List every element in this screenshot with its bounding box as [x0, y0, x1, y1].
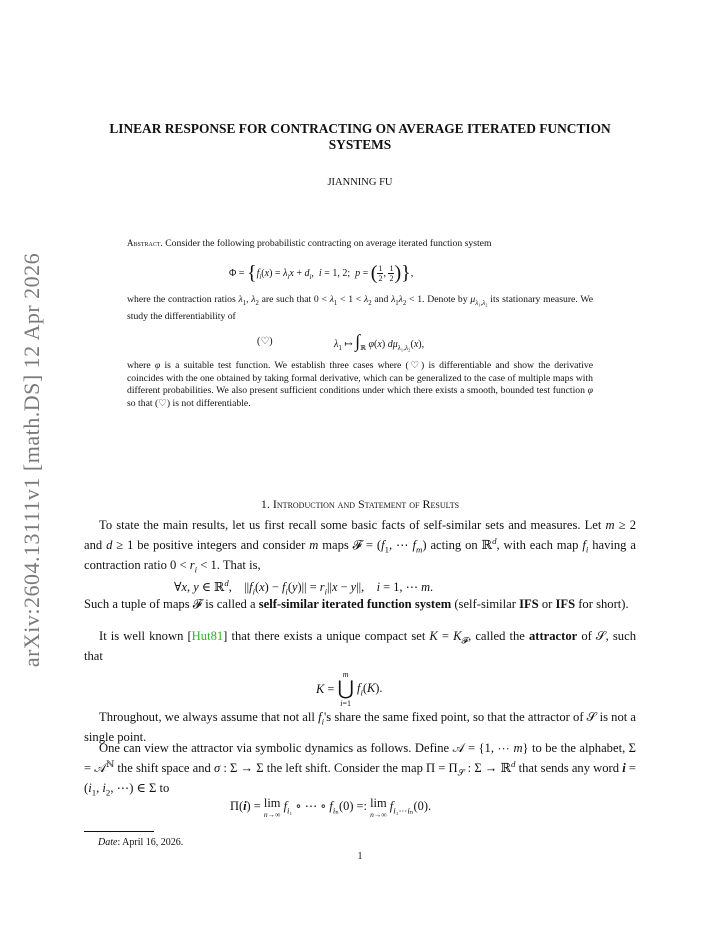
body-equation-projection: Π(i) = lim n→∞ $f_{i_1}$ ∘ ⋯ ∘ $f_{i_n}(0)$ =: lim n→∞ $f_{i_1\cdots i_n}(0)$.	[230, 796, 432, 819]
paper-author: JIANNING FU	[327, 177, 393, 188]
footnote-rule	[84, 831, 154, 832]
abstract-intro: Abstract. Consider the following probabilistic contracting on average iterated function system	[127, 238, 492, 249]
body-equation-attractor: K = m ⋃ i=1 $f_i(K)$.	[316, 670, 383, 708]
arxiv-sidebar	[14, 240, 50, 680]
body-equation-contraction: ∀x, y ∈ ℝ$^d$, $||f_i(x) - f_i(y)|| = r_i||x - y||$, i = 1, ⋯ m.	[174, 578, 434, 597]
body-paragraph-attractor: It is well known [Hut81] that there exists a unique compact set $K = K_𝓕$, called the attractor of 𝒮, such that	[84, 629, 636, 664]
abstract-label: Abstract.	[127, 238, 163, 248]
page-number: 1	[357, 851, 363, 862]
abstract-equation-differentiability: $\lambda_1$ ↦ $\int_ℝ$ φ(x) $d\mu_{\lambda_1,\lambda_2}(x)$,	[334, 331, 425, 352]
abstract-results-paragraph: where φ is a suitable test function. We establish three cases where (♡) is differentiable and show the derivative coincides with the one obtained by taking formal derivative, which can be generalized to the case of multiple maps with different probabilities. We also present sufficient conditions under which there exists a smooth, bounded test function φ so that (♡) is not differentiable.	[127, 360, 594, 409]
abstract-equation-tag: (♡)	[257, 336, 273, 347]
section-heading: 1. Introduction and Statement of Results	[260, 497, 460, 511]
footnote-date: Date: April 16, 2026.	[98, 837, 184, 848]
abstract-ratios-paragraph: where the contraction ratios $\lambda_1$, $\lambda_2$ are such that $0 < \lambda_1 < 1 < \lambda_2$ and $\lambda_1\lambda_2 < 1$. Denote by $\mu_{\lambda_1,\lambda_2}$ its stationary measure. We study the differentiability of	[127, 294, 593, 322]
body-paragraph-fixed-point: Throughout, we always assume that not all $f_i's$ share the same fixed point, so that the attractor of 𝒮 is not a single point.	[84, 710, 637, 745]
arxiv-identifier: arXiv:2604.13111v1 [math.DS] 12 Apr 2026	[19, 252, 44, 668]
body-paragraph-symbolic: One can view the attractor via symbolic dynamics as follows. Define 𝒜 = {1, ⋯ m} to be the alphabet, Σ = 𝒜$^ℕ$ the shift space and σ : Σ → Σ the left shift. Consider the map $\Pi = \Pi_𝒮$ : Σ → ℝ$^d$ that sends any word $i = (i_1$, $i_2$, ⋯) ∈ Σ to	[84, 741, 636, 798]
body-paragraph-ifs-definition: Such a tuple of maps 𝓕 is called a self-similar iterated function system (self-similar IFS or IFS for short).	[84, 597, 629, 611]
paper-title: LINEAR RESPONSE FOR CONTRACTING ON AVERAGE ITERATED FUNCTION SYSTEMS	[109, 121, 611, 152]
body-paragraph-intro: To state the main results, let us first recall some basic facts of self-similar sets and measures. Let m ≥ 2 and d ≥ 1 be positive integers and consider m maps 𝓕 = ($f_1$, ⋯ $f_m$) acting on ℝ$^d$, with each map $f_i$ having a contraction ratio $0 < r_i < 1$. That is,	[84, 518, 636, 575]
abstract-equation-ifs: $\Phi = \{f_i(x) = \lambda_ix + d_i$, i = 1, 2; p = ( $\frac{1}{2}$ , $\frac{1}{2}$ )},	[229, 262, 414, 284]
citation-hut81[interactable]: Hut81	[191, 629, 224, 643]
